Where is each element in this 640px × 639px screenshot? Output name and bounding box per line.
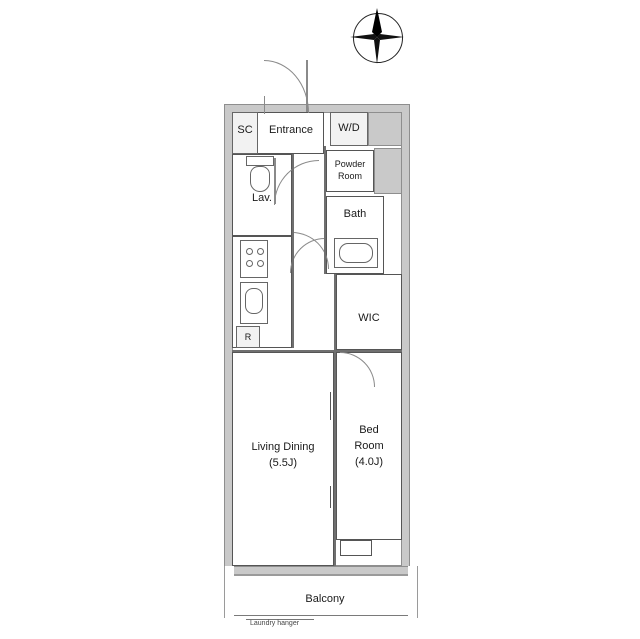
toilet-bowl <box>250 166 270 192</box>
label-bath: Bath <box>343 208 367 220</box>
label-powder-line1: Powder <box>334 159 366 169</box>
label-bedroom-line1: Bed <box>359 424 379 436</box>
burner-3-icon <box>246 260 253 267</box>
label-refrigerator: R <box>244 332 252 342</box>
label-laundry-hanger: Laundry hanger <box>250 620 300 627</box>
north-compass <box>346 6 408 68</box>
balcony-right-edge <box>408 566 418 618</box>
wall-mid-horizontal <box>232 350 402 352</box>
kitchen-sink <box>245 288 263 314</box>
entrance-door-swing-arc <box>264 60 309 113</box>
wall-block-powder-right <box>374 148 402 194</box>
burner-4-icon <box>257 260 264 267</box>
burner-1-icon <box>246 248 253 255</box>
label-bedroom-line2: Room <box>354 440 384 452</box>
compass-star-icon <box>346 6 408 68</box>
wall-wic-left <box>334 274 336 350</box>
balcony-left-edge <box>224 566 234 618</box>
label-wic: WIC <box>358 312 380 324</box>
label-living-dining-area: (5.5J) <box>268 457 298 469</box>
label-lav: Lav. <box>252 192 272 204</box>
lav-door-leaf <box>274 158 276 204</box>
wall-wet-area-left <box>324 146 326 274</box>
wall-block-top-right <box>368 112 402 146</box>
label-powder-line2: Room <box>337 171 362 181</box>
cooktop <box>240 240 268 278</box>
wall-hallway-right <box>292 154 294 348</box>
label-bedroom-area: (4.0J) <box>354 456 384 468</box>
label-living-dining: Living Dining <box>251 441 315 453</box>
burner-2-icon <box>257 248 264 255</box>
toilet-tank <box>246 156 274 166</box>
label-sc: SC <box>237 124 253 136</box>
wall-living-bedroom <box>334 352 336 566</box>
bathtub-inner <box>339 243 373 263</box>
label-wd: W/D <box>338 122 360 134</box>
balcony-threshold <box>232 574 418 576</box>
bedroom-window-recess <box>340 540 372 556</box>
entrance-door-leaf <box>306 60 308 112</box>
label-balcony: Balcony <box>305 593 345 605</box>
label-entrance: Entrance <box>268 124 314 136</box>
